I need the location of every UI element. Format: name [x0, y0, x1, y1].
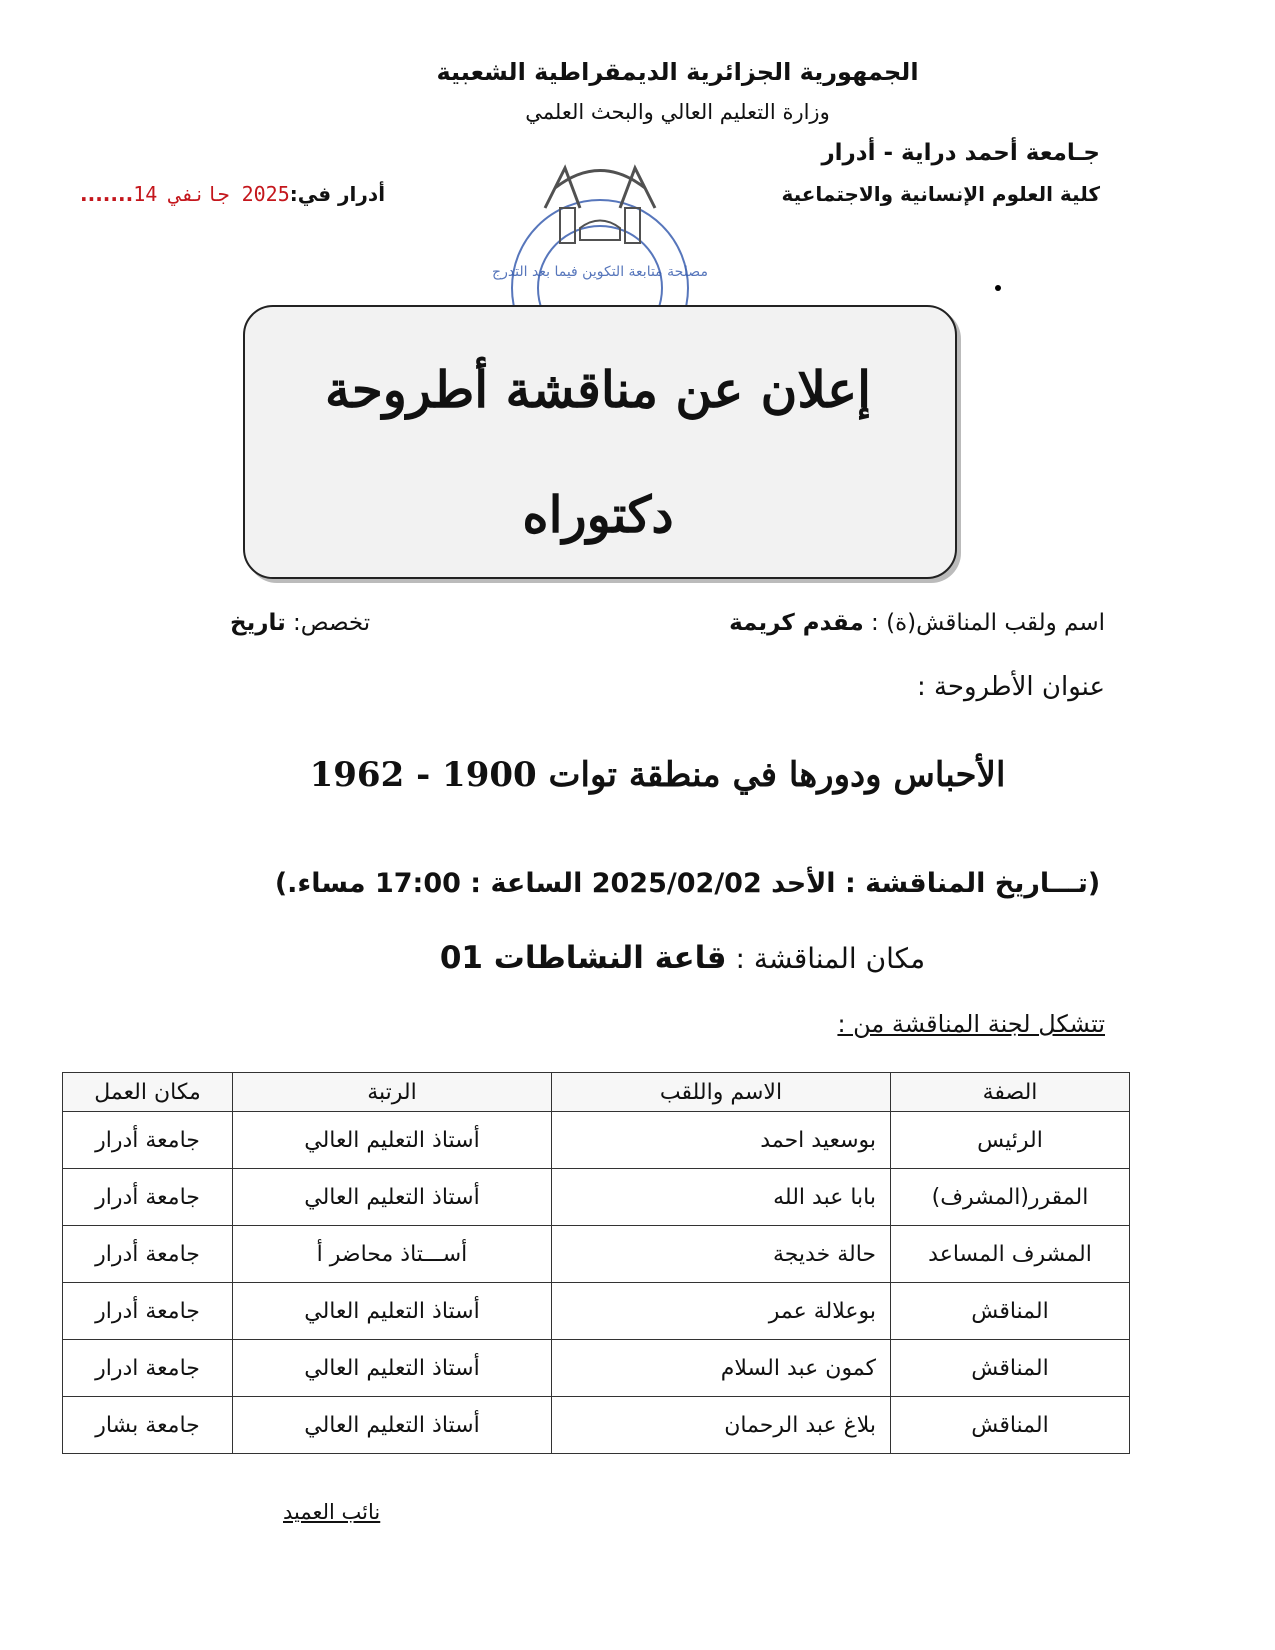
defense-place	[0, 940, 1275, 976]
column-header: مكان العمل	[63, 1073, 233, 1112]
member-workplace: جامعة ادرار	[63, 1340, 233, 1397]
announcement-subtitle: دكتوراه	[522, 485, 674, 544]
member-role: الرئيس	[891, 1112, 1130, 1169]
thesis-title: الأحباس ودورها في منطقة توات 1900 - 1962	[309, 755, 1006, 795]
member-rank: أستاذ التعليم العالي	[233, 1340, 552, 1397]
stamp-text: مصلحة متابعة التكوين فيما بعد التدرج	[492, 264, 708, 280]
specialty-line	[230, 610, 370, 636]
member-role: المناقش	[891, 1283, 1130, 1340]
place-label: مكان المناقشة :	[726, 942, 926, 975]
candidate-label: اسم ولقب المناقش(ة) :	[863, 610, 1105, 636]
table-row	[63, 1397, 1130, 1454]
member-workplace: جامعة أدرار	[63, 1112, 233, 1169]
member-name: بابا عبد الله	[552, 1169, 891, 1226]
member-rank: أستاذ التعليم العالي	[233, 1169, 552, 1226]
member-role: المقرر(المشرف)	[891, 1169, 1130, 1226]
table-row	[63, 1169, 1130, 1226]
handwritten-date: 2025 جانفي 14	[133, 182, 290, 206]
member-name: كمون عبد السلام	[552, 1340, 891, 1397]
issue-date: أدرار في:2025 جانفي 14.......	[80, 182, 386, 206]
table-header-row	[63, 1073, 1130, 1112]
committee-table	[62, 1072, 1130, 1454]
column-header: الرتبة	[233, 1073, 552, 1112]
announcement-title: إعلان عن مناقشة أطروحة	[325, 360, 871, 419]
table-row	[63, 1283, 1130, 1340]
member-role: المشرف المساعد	[891, 1226, 1130, 1283]
member-rank: أستاذ التعليم العالي	[233, 1283, 552, 1340]
faculty-name: كلية العلوم الإنسانية والاجتماعية	[781, 182, 1100, 206]
member-workplace: جامعة أدرار	[63, 1226, 233, 1283]
member-rank: أستاذ التعليم العالي	[233, 1397, 552, 1454]
member-name: حالة خديجة	[552, 1226, 891, 1283]
column-header: الصفة	[891, 1073, 1130, 1112]
committee-heading: تتشكل لجنة المناقشة من :	[837, 1010, 1105, 1038]
dot-mark	[995, 285, 1001, 291]
member-workplace: جامعة أدرار	[63, 1283, 233, 1340]
member-workplace: جامعة أدرار	[63, 1169, 233, 1226]
member-rank: أســـتاذ محاضر أ	[233, 1226, 552, 1283]
place-value: قاعة النشاطات 01	[439, 940, 727, 976]
table-row	[63, 1226, 1130, 1283]
ministry-name: وزارة التعليم العالي والبحث العلمي	[525, 100, 830, 124]
member-rank: أستاذ التعليم العالي	[233, 1112, 552, 1169]
candidate-name: مقدم كريمة	[729, 610, 864, 636]
defense-date: (تـــاريخ المناقشة : الأحد 2025/02/02 الساعة : 17:00 مساء.)	[274, 868, 1101, 899]
specialty-value: تاريخ	[230, 610, 286, 636]
member-name: بوعلالة عمر	[552, 1283, 891, 1340]
thesis-label: عنوان الأطروحة :	[916, 672, 1105, 702]
table-row	[63, 1112, 1130, 1169]
signature-title: نائب العميد	[283, 1500, 381, 1524]
member-role: المناقش	[891, 1397, 1130, 1454]
candidate-line	[729, 610, 1105, 636]
specialty-label: تخصص:	[285, 610, 371, 636]
member-name: بلاغ عبد الرحمان	[552, 1397, 891, 1454]
table-row	[63, 1340, 1130, 1397]
date-prefix: أدرار في:	[289, 182, 386, 206]
member-workplace: جامعة بشار	[63, 1397, 233, 1454]
university-name: جـامعة أحمد دراية - أدرار	[821, 140, 1100, 166]
column-header: الاسم واللقب	[552, 1073, 891, 1112]
country-name: الجمهورية الجزائرية الديمقراطية الشعبية	[436, 58, 919, 86]
member-name: بوسعيد احمد	[552, 1112, 891, 1169]
member-role: المناقش	[891, 1340, 1130, 1397]
